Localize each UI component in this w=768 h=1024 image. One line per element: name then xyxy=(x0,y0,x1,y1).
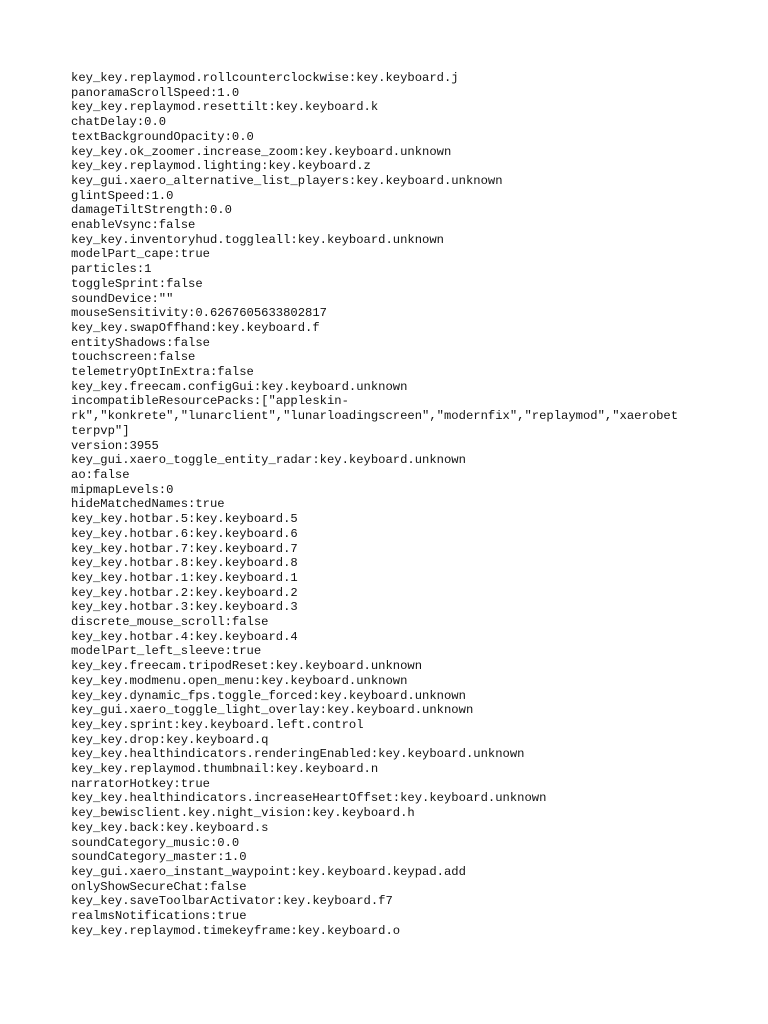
text-line: key_key.replaymod.rollcounterclockwise:key.keyboard.j xyxy=(71,71,459,85)
text-line: terpvp"] xyxy=(71,423,130,438)
text-line: key_key.hotbar.7:key.keyboard.7 xyxy=(71,541,298,556)
text-line: incompatibleResourcePacks:["appleskin- xyxy=(71,394,349,409)
text-line: key_key.back:key.keyboard.s xyxy=(71,820,269,835)
text-line: glintSpeed:1.0 xyxy=(71,188,174,203)
text-line: key_key.hotbar.4:key.keyboard.4 xyxy=(71,629,298,644)
text-line: ao:false xyxy=(71,467,130,482)
text-line: key_key.hotbar.3:key.keyboard.3 xyxy=(71,600,298,615)
text-line: key_key.healthindicators.renderingEnabled:key.keyboard.unknown xyxy=(71,747,525,762)
text-line: key_key.hotbar.8:key.keyboard.8 xyxy=(71,556,298,571)
text-line: key_key.freecam.tripodReset:key.keyboard.unknown xyxy=(71,659,423,674)
text-line: entityShadows:false xyxy=(71,335,210,350)
text-line: key_key.sprint:key.keyboard.left.control xyxy=(71,717,364,732)
text-line: key_gui.xaero_toggle_light_overlay:key.keyboard.unknown xyxy=(71,703,474,718)
text-line: key_key.hotbar.2:key.keyboard.2 xyxy=(71,585,298,600)
text-line: key_key.replaymod.timekeyframe:key.keyboard.o xyxy=(71,923,401,938)
text-line: version:3955 xyxy=(71,438,159,453)
text-line: modelPart_left_sleeve:true xyxy=(71,644,262,659)
text-line: key_key.freecam.configGui:key.keyboard.unknown xyxy=(71,379,408,394)
text-line: key_key.ok_zoomer.increase_zoom:key.keyboard.unknown xyxy=(71,144,452,159)
text-line: soundCategory_master:1.0 xyxy=(71,850,247,865)
text-line: key_key.replaymod.thumbnail:key.keyboard.n xyxy=(71,762,379,777)
text-line: key_key.hotbar.5:key.keyboard.5 xyxy=(71,512,298,527)
text-line: mouseSensitivity:0.6267605633802817 xyxy=(71,306,327,321)
text-line: hideMatchedNames:true xyxy=(71,497,225,512)
text-line: soundDevice:"" xyxy=(71,291,174,306)
text-line: panoramaScrollSpeed:1.0 xyxy=(71,85,240,100)
text-line: key_bewisclient.key.night_vision:key.keyboard.h xyxy=(71,806,415,821)
text-line: narratorHotkey:true xyxy=(71,776,210,791)
text-line: damageTiltStrength:0.0 xyxy=(71,203,232,218)
text-line: key_gui.xaero_alternative_list_players:key.keyboard.unknown xyxy=(71,173,503,188)
text-line: key_key.swapOffhand:key.keyboard.f xyxy=(71,320,320,335)
text-line: key_gui.xaero_instant_waypoint:key.keyboard.keypad.add xyxy=(71,864,466,879)
text-line: key_key.hotbar.1:key.keyboard.1 xyxy=(71,570,298,585)
text-line: key_key.replaymod.lighting:key.keyboard.z xyxy=(71,159,371,174)
text-line: touchscreen:false xyxy=(71,350,196,365)
text-line: key_key.healthindicators.increaseHeartOffset:key.keyboard.unknown xyxy=(71,791,547,806)
text-line: key_key.saveToolbarActivator:key.keyboard.f7 xyxy=(71,894,393,909)
text-line: key_key.replaymod.resettilt:key.keyboard.k xyxy=(71,100,379,115)
text-line: key_key.dynamic_fps.toggle_forced:key.keyboard.unknown xyxy=(71,688,466,703)
text-line: enableVsync:false xyxy=(71,218,196,233)
text-line: onlyShowSecureChat:false xyxy=(71,879,247,894)
text-line: soundCategory_music:0.0 xyxy=(71,835,240,850)
text-line: telemetryOptInExtra:false xyxy=(71,365,254,380)
text-line: rk","konkrete","lunarclient","lunarloadingscreen","modernfix","replaymod","xaerobet xyxy=(71,409,679,424)
text-line: key_key.drop:key.keyboard.q xyxy=(71,732,269,747)
text-line: key_key.modmenu.open_menu:key.keyboard.unknown xyxy=(71,673,408,688)
text-line: particles:1 xyxy=(71,262,152,277)
text-line: key_gui.xaero_toggle_entity_radar:key.keyboard.unknown xyxy=(71,453,466,468)
text-line: realmsNotifications:true xyxy=(71,909,247,924)
text-line: toggleSprint:false xyxy=(71,276,203,291)
document-page xyxy=(71,71,701,938)
text-line: chatDelay:0.0 xyxy=(71,115,167,130)
text-line: discrete_mouse_scroll:false xyxy=(71,615,269,630)
options-text-block xyxy=(71,71,701,938)
text-line: key_key.hotbar.6:key.keyboard.6 xyxy=(71,526,298,541)
text-line: key_key.inventoryhud.toggleall:key.keyboard.unknown xyxy=(71,232,444,247)
text-line: textBackgroundOpacity:0.0 xyxy=(71,129,254,144)
text-line: mipmapLevels:0 xyxy=(71,482,174,497)
text-line: modelPart_cape:true xyxy=(71,247,210,262)
